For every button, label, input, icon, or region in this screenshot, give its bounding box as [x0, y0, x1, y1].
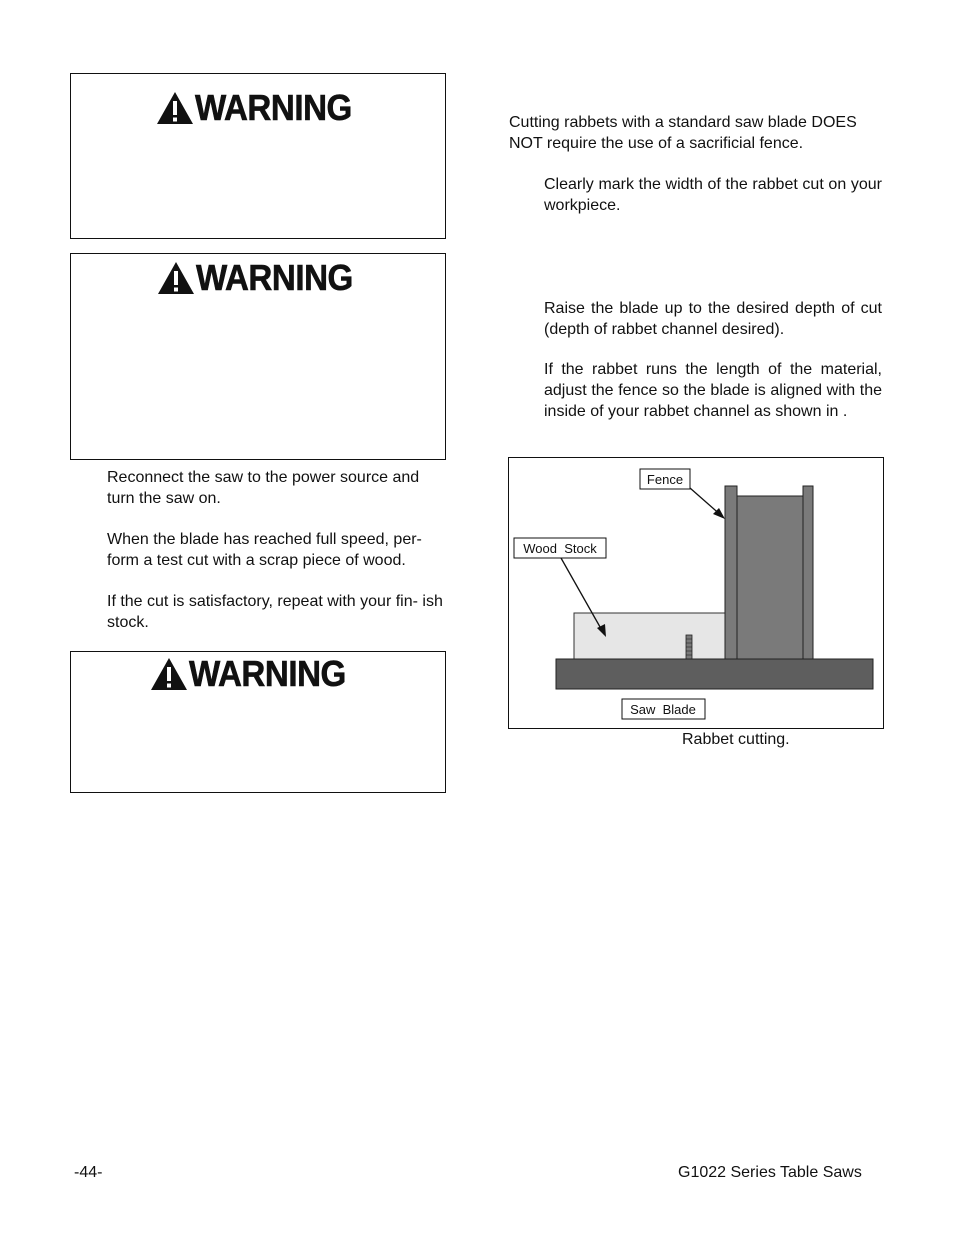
table-surface [556, 659, 873, 689]
step-test-cut: When the blade has reached full speed, per- form a test cut with a scrap piece of wood. [107, 531, 422, 569]
warning-box-3 [70, 651, 446, 793]
fence-label: Fence [646, 472, 684, 487]
step-adjust-fence: If the rabbet runs the length of the material, adjust the fence so the blade is aligned with the inside of your rabbet channel as shown in . [544, 361, 882, 420]
step-raise-blade: Raise the blade up to the desired depth of cut (depth of rabbet channel desired). [544, 300, 882, 338]
warning-heading: WARNING [189, 653, 346, 694]
rabbet-figure [508, 457, 884, 729]
step-mark-width: Clearly mark the width of the rabbet cut on your workpiece. [544, 176, 882, 214]
wood-stock-label: Wood Stock [523, 541, 597, 556]
fence-body [734, 496, 808, 659]
fence-left-plate [725, 486, 737, 659]
manual-title: G1022 Series Table Saws [678, 1164, 862, 1181]
figure-caption: Rabbet cutting. [682, 731, 790, 748]
warning-heading: WARNING [195, 87, 352, 128]
wood-stock-shape [574, 613, 729, 659]
rabbet-intro: Cutting rabbets with a standard saw blade DOES NOT require the use of a sacrificial fence. [509, 114, 857, 152]
warning-heading: WARNING [196, 257, 353, 298]
warning-box-1 [70, 73, 446, 239]
step-finish-stock: If the cut is satisfactory, repeat with your fin- ish stock. [107, 593, 443, 631]
fence-right-plate [803, 486, 813, 659]
step-reconnect: Reconnect the saw to the power source and turn the saw on. [107, 469, 420, 507]
warning-header [155, 87, 366, 128]
warning-box-2 [70, 253, 446, 460]
warning-triangle-icon [149, 656, 189, 692]
saw-blade-label: Saw Blade [630, 702, 696, 717]
warning-header [149, 653, 360, 694]
page-number: -44- [74, 1164, 103, 1181]
warning-triangle-icon [156, 260, 196, 296]
rabbet-diagram [509, 458, 882, 727]
warning-triangle-icon [155, 90, 195, 126]
warning-header [156, 257, 367, 298]
